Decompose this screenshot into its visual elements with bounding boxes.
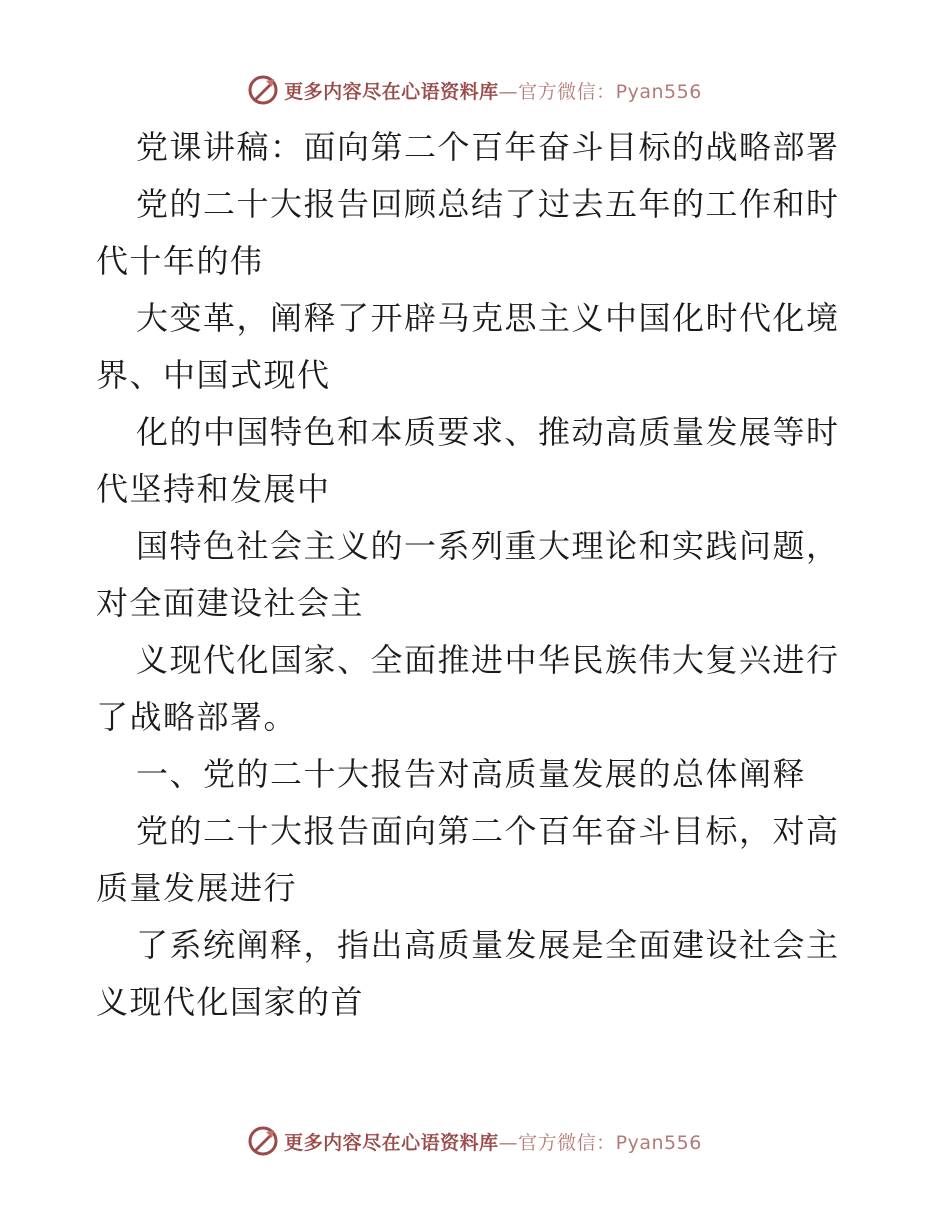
paragraph-line: 党的二十大报告回顾总结了过去五年的工作和时 (136, 185, 840, 223)
paragraph-line: 代坚持和发展中 (96, 470, 331, 508)
paragraph-line: 了系统阐释，指出高质量发展是全面建设社会主 (136, 926, 840, 964)
paragraph-line: 大变革，阐释了开辟马克思主义中国化时代化境 (136, 299, 840, 337)
paragraph-line: 义现代化国家、全面推进中华民族伟大复兴进行 (136, 641, 840, 679)
paragraph-line: 党的二十大报告面向第二个百年奋斗目标，对高 (136, 812, 840, 850)
section-heading: 一、党的二十大报告对高质量发展的总体阐释 (136, 755, 807, 793)
watermark-text (284, 77, 702, 104)
watermark-contact: —官方微信：Pyan556 (498, 1131, 702, 1154)
footer-watermark (0, 1121, 950, 1161)
quill-logo-icon (248, 75, 278, 105)
watermark-text (284, 1128, 702, 1155)
paragraph-line: 对全面建设社会主 (96, 584, 365, 622)
paragraph-line: 了战略部署。 (96, 698, 298, 736)
watermark-contact: —官方微信：Pyan556 (498, 80, 702, 103)
document-title: 党课讲稿：面向第二个百年奋斗目标的战略部署 (136, 128, 840, 166)
paragraph-line: 代十年的伟 (96, 242, 264, 280)
paragraph-line: 义现代化国家的首 (96, 983, 365, 1021)
header-watermark (0, 70, 950, 110)
watermark-brand: 更多内容尽在心语资料库 (284, 1131, 499, 1154)
paragraph-line: 质量发展进行 (96, 869, 298, 907)
paragraph-line: 化的中国特色和本质要求、推动高质量发展等时 (136, 413, 840, 451)
paragraph-line: 国特色社会主义的一系列重大理论和实践问题， (136, 527, 840, 565)
document-body (96, 119, 856, 1031)
paragraph-line: 界、中国式现代 (96, 356, 331, 394)
quill-logo-icon (248, 1126, 278, 1156)
watermark-brand: 更多内容尽在心语资料库 (284, 80, 499, 103)
